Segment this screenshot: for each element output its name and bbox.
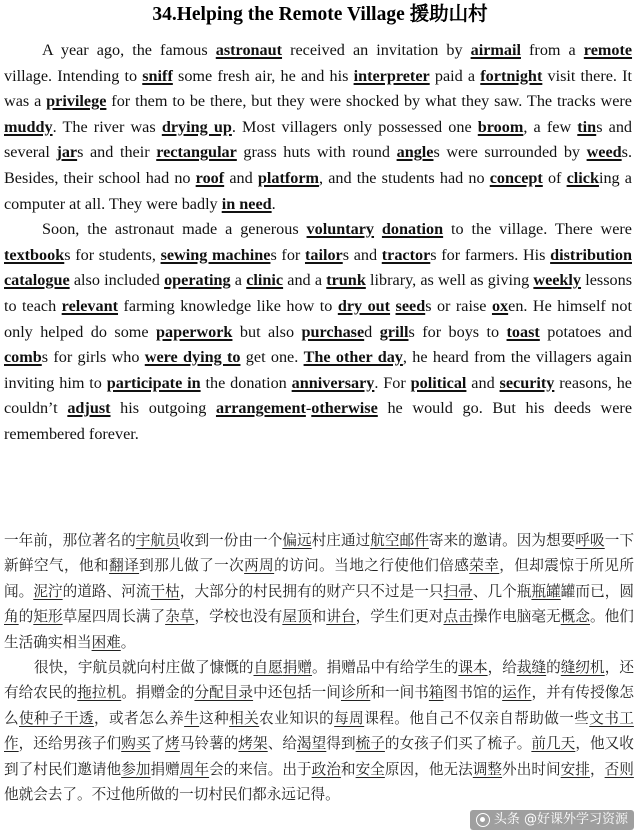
key-term: donation <box>381 220 444 239</box>
key-term: The other day <box>303 348 403 367</box>
key-term: 翻译 <box>109 557 140 575</box>
watermark-text: 头条 @好课外学习资源 <box>493 812 628 827</box>
key-term: platform <box>257 168 319 187</box>
key-term: drying up <box>161 117 232 136</box>
key-term: 否则 <box>604 760 634 778</box>
text-run: d <box>364 322 380 341</box>
key-term: 呼吸 <box>575 532 605 549</box>
text-run: received an invitation by <box>282 41 471 59</box>
text-run: also included <box>69 271 165 290</box>
key-term: 参加 <box>121 760 151 778</box>
text-run: reasons, he couldn’t <box>4 373 632 418</box>
text-run: and <box>224 168 258 187</box>
text-run: s were surrounded by <box>433 143 587 162</box>
key-term: roof <box>195 168 225 187</box>
text-run: 村庄通过 <box>311 532 371 549</box>
key-term: 梳子 <box>355 735 385 753</box>
text-run: 的 <box>546 659 561 677</box>
text-run: Soon, the astronaut made a generous <box>42 220 307 239</box>
key-term: 航空邮件 <box>370 532 429 549</box>
text-run: , and the students had no <box>318 168 490 187</box>
text-run: s and <box>342 245 382 264</box>
text-run: farming knowledge like how to <box>118 296 338 315</box>
text-run: visit there. It was a <box>4 66 633 111</box>
key-term: click <box>566 168 599 187</box>
key-term: 讲台 <box>326 608 356 626</box>
text-run: paid a <box>429 66 481 85</box>
text-run: grass huts with round <box>236 143 397 162</box>
key-term: comb <box>4 348 42 367</box>
text-run: 一年前，那位著名的 <box>4 532 136 549</box>
text-run: potatoes and <box>539 322 632 341</box>
english-paragraph <box>4 217 632 447</box>
text-run: 原因，他无法 <box>384 760 473 778</box>
key-term: 每周 <box>334 709 365 727</box>
text-run: for them to be there, but they were shocked by what they saw. The tracks were <box>106 92 632 111</box>
text-run: 罐而已，圆 <box>560 582 634 600</box>
text-run: s or raise <box>425 296 492 315</box>
key-term: 泥泞 <box>33 582 63 600</box>
chinese-paragraph <box>4 528 634 655</box>
text-run: of <box>542 168 567 187</box>
key-term: 荣幸 <box>469 557 500 575</box>
text-run: 会的来信。出于 <box>209 760 312 778</box>
text-run: 外出时间 <box>502 760 561 778</box>
key-term: trunk <box>326 271 366 290</box>
chinese-translation <box>4 528 634 807</box>
text-run: s and their <box>77 143 157 162</box>
text-run: 农业知识的 <box>259 709 335 727</box>
text-run: and a <box>283 271 327 290</box>
key-term: were dying to <box>144 348 241 367</box>
key-term: anniversary <box>291 373 375 392</box>
text-run: 。 <box>120 633 136 651</box>
text-run: 中还包括一间 <box>253 684 341 702</box>
text-run: 和一间书 <box>370 684 429 702</box>
key-term: tractor <box>381 245 431 264</box>
key-term: participate in <box>106 373 201 392</box>
text-run: his outgoing <box>110 399 216 418</box>
key-term: otherwise <box>311 399 378 418</box>
page-title: 34.Helping the Remote Village 援助山村 <box>152 4 488 25</box>
key-term: 周年 <box>179 760 210 778</box>
text-run: 他就会去了。不过他所做的一切村民们都永远记得。 <box>4 786 340 804</box>
text-run: ，他又收到了村民们邀请他 <box>4 735 634 778</box>
key-term: 课本 <box>458 659 488 677</box>
text-run: the donation <box>200 373 292 392</box>
key-term: sniff <box>142 66 173 85</box>
key-term: purchase <box>301 322 365 341</box>
key-term: jar <box>56 143 78 162</box>
key-term: 宇航员 <box>135 532 180 549</box>
text-run: . <box>271 194 276 213</box>
text-run: 得到 <box>326 735 356 753</box>
text-run: 和 <box>340 760 356 778</box>
key-term: tailor <box>304 245 343 264</box>
text-run: A year ago, the famous <box>42 41 216 59</box>
key-term: operating <box>164 271 231 290</box>
text-run: . Most villagers only possessed one <box>231 117 478 136</box>
key-term: 牛 <box>184 709 200 727</box>
key-term: angle <box>396 143 434 162</box>
watermark <box>470 810 634 830</box>
text-run: 、几个瓶 <box>472 582 532 600</box>
key-term: broom <box>477 117 524 136</box>
text-run: s for girls who <box>41 348 145 367</box>
text-run: village. Intending to <box>4 66 143 85</box>
key-term: 屋顶 <box>282 608 312 626</box>
key-term: 裁缝 <box>516 659 547 677</box>
text-run: ，或者怎么养 <box>94 709 185 727</box>
key-term: toast <box>506 322 540 341</box>
key-term: arrangement <box>215 399 306 418</box>
key-term: 偏远 <box>282 532 312 549</box>
english-passage <box>4 38 632 448</box>
key-term: 相关 <box>229 709 260 727</box>
key-term: paperwork <box>156 322 233 341</box>
text-run: from a <box>520 41 584 59</box>
text-run: 寄来的邀请。因为想要 <box>428 532 576 549</box>
text-run: 。捐赠金的 <box>121 684 195 702</box>
key-term: airmail <box>470 41 521 59</box>
key-term: political <box>410 373 467 392</box>
text-run: ，学生们更对 <box>355 608 444 626</box>
key-term: muddy <box>4 117 53 136</box>
key-term: 政治 <box>311 760 341 778</box>
text-run: and <box>466 373 500 392</box>
key-term: weed <box>586 143 622 162</box>
key-term: 瓶罐 <box>531 582 561 600</box>
text-run: 的女孩子们买了梳子。 <box>384 735 532 753</box>
watermark-logo-icon <box>476 813 490 827</box>
key-term: 运作 <box>502 684 532 702</box>
text-run: get one. <box>240 348 304 367</box>
key-term: fortnight <box>480 66 543 85</box>
text-run: ，学校也没有 <box>194 608 283 626</box>
key-term: relevant <box>61 296 119 315</box>
text-run: library, as well as giving <box>365 271 534 290</box>
key-term: weekly <box>533 271 582 290</box>
english-paragraph <box>4 38 632 217</box>
key-term: dry out <box>337 296 391 315</box>
text-run: ，但却震惊于所见所闻。 <box>4 557 634 600</box>
key-term: rectangular <box>156 143 237 162</box>
key-term: 概念 <box>560 608 590 626</box>
text-run: a <box>230 271 247 290</box>
key-term: textbook <box>4 245 65 264</box>
key-term: 烤 <box>165 735 180 753</box>
text-run: s for farmers. His <box>430 245 551 264</box>
key-term: clinic <box>246 271 284 290</box>
key-term: 前几天 <box>531 735 576 753</box>
text-run: 马铃薯的 <box>179 735 239 753</box>
text-run: 。捐赠品中有给学生的 <box>312 659 459 677</box>
key-term: 困难 <box>91 633 121 651</box>
key-term: in need <box>221 194 272 213</box>
key-term: 自愿 <box>253 659 283 677</box>
text-run: s. Besides, their school had no <box>4 143 633 187</box>
key-term: interpreter <box>353 66 430 85</box>
key-term: 安全 <box>355 760 385 778</box>
key-term: 扫帚 <box>443 582 473 600</box>
key-term: 箱 <box>428 684 444 702</box>
text-run: 、给 <box>267 735 297 753</box>
text-run: to the village. There were <box>443 220 632 239</box>
text-run: 草屋四周长满了 <box>62 608 166 626</box>
text-run: some fresh air, he and his <box>172 66 354 85</box>
key-term: security <box>499 373 555 392</box>
text-run: ， <box>589 760 605 778</box>
key-term: 拖拉机 <box>77 684 122 702</box>
key-term: 诊所 <box>340 684 371 702</box>
text-run: ，还有给农民的 <box>4 659 634 702</box>
key-term: astronaut <box>215 41 283 59</box>
key-term: sewing machine <box>160 245 271 264</box>
key-term: adjust <box>67 399 111 418</box>
text-run: 。他们生活确实相当 <box>4 608 634 651</box>
text-run: 的道路、河流 <box>62 582 151 600</box>
key-term: tin <box>577 117 597 136</box>
key-term: 缝纫机 <box>560 659 605 677</box>
text-run: 了 <box>150 735 166 753</box>
key-term: seed <box>395 296 426 315</box>
text-run: 图书馆的 <box>443 684 503 702</box>
text-run: 课程。他自己不仅亲自帮助做一些 <box>364 709 590 727</box>
key-term: voluntary <box>306 220 375 239</box>
key-term: 干枯 <box>150 582 180 600</box>
text-run: ，还给男孩子们 <box>18 735 122 753</box>
key-term: 购买 <box>121 735 151 753</box>
key-term: 捐赠 <box>282 659 313 677</box>
text-run: 捐赠 <box>150 760 180 778</box>
text-run: 收到一份由一个 <box>179 532 283 549</box>
text-run: 一下新鲜空气，他和 <box>4 532 634 575</box>
text-run <box>374 220 382 238</box>
text-run: 这种 <box>199 709 230 727</box>
text-run: - <box>305 399 312 418</box>
key-term: remote <box>583 41 633 59</box>
text-run: s for students, <box>64 245 161 264</box>
key-term: 杂草 <box>165 608 195 626</box>
text-run: ing a computer at all. They were badly <box>4 168 632 213</box>
key-term: catalogue <box>4 271 70 290</box>
key-term: ox <box>491 296 509 315</box>
key-term: grill <box>379 322 409 341</box>
text-run: he would go. But his deeds were remembered forever. <box>4 399 633 443</box>
text-run: s for <box>270 245 305 264</box>
key-term: 角 <box>4 608 19 626</box>
text-run: en. He himself not only helped do some <box>4 296 632 341</box>
text-run: , he heard from the villagers again inviting him to <box>4 348 632 392</box>
key-term: 安排 <box>560 760 590 778</box>
key-term: 点击 <box>443 608 473 626</box>
text-run: 很快，宇航员就向村庄做了慷慨的 <box>34 659 254 677</box>
text-run: s for boys to <box>408 322 507 341</box>
key-term: 使种子干透 <box>19 709 95 727</box>
key-term: 两周 <box>244 557 275 575</box>
text-run: ，并有传授像怎么 <box>4 684 634 727</box>
key-term: 分配目录 <box>194 684 254 702</box>
text-run: 到那儿做了一次 <box>139 557 245 575</box>
chinese-paragraph <box>4 655 634 807</box>
text-run: ，大部分的村民拥有的财产只不过是一只 <box>179 582 444 600</box>
text-run: but also <box>232 322 302 341</box>
key-term: 渴望 <box>297 735 327 753</box>
text-run: , a few <box>523 117 578 136</box>
text-run: ，给 <box>487 659 517 677</box>
text-run: 操作电脑毫无 <box>472 608 561 626</box>
key-term: 烤架 <box>238 735 268 753</box>
key-term: 矩形 <box>33 608 63 626</box>
key-term: distribution <box>550 245 632 264</box>
key-term: 调整 <box>472 760 503 778</box>
text-run: . The river was <box>52 117 162 136</box>
key-term: privilege <box>46 92 107 111</box>
text-run: . For <box>374 373 411 392</box>
text-run: 的访问。当地之行使他们倍感 <box>274 557 470 575</box>
text-run: s and several <box>4 117 633 162</box>
key-term: 文书工作 <box>4 709 634 753</box>
text-run: 的 <box>18 608 34 626</box>
text-run: lessons to teach <box>4 271 632 315</box>
key-term: concept <box>489 168 543 187</box>
text-run: 和 <box>311 608 327 626</box>
